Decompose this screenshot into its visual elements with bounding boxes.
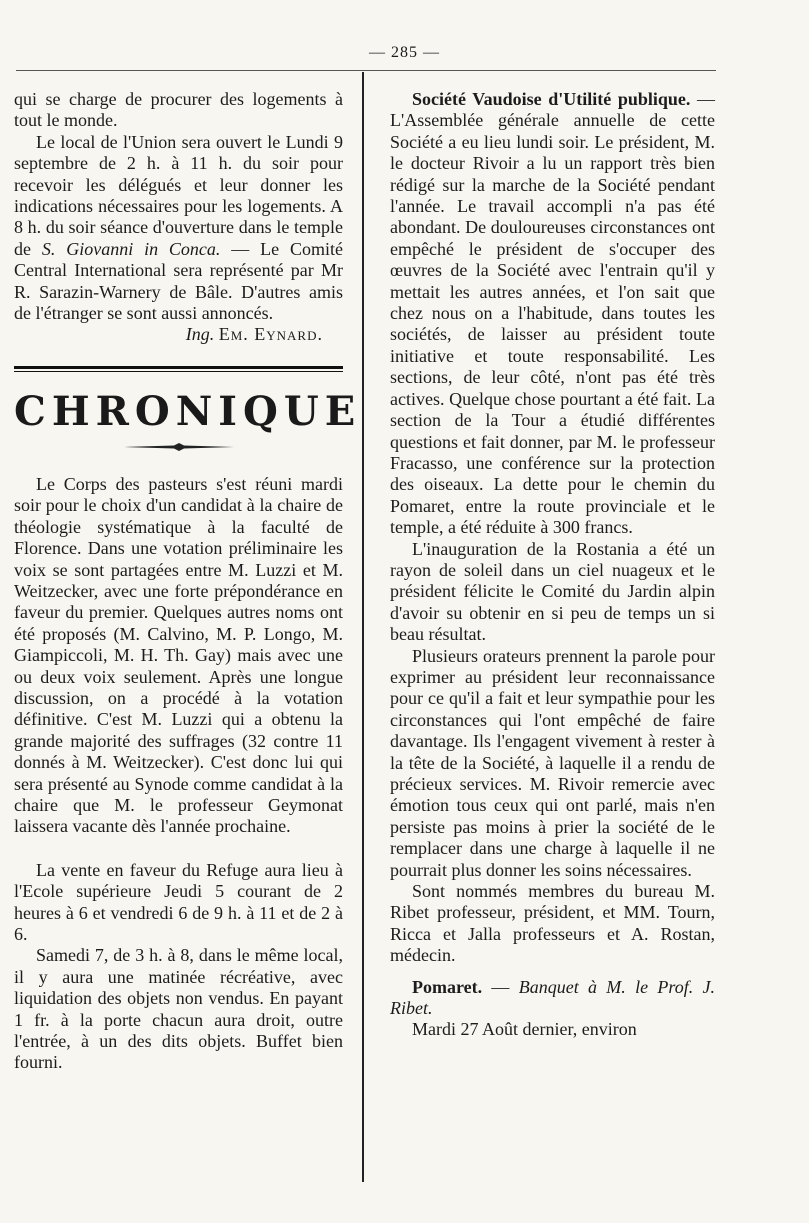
ornament-icon <box>124 442 234 452</box>
top-rule <box>16 70 716 71</box>
page-number: — 285 — <box>369 44 440 61</box>
societe-heading: Société Vaudoise d'Utilité publique. <box>412 89 691 109</box>
right-column <box>390 89 715 1041</box>
paragraph-continuation: qui se charge de procurer des logements à tout le monde. <box>14 89 343 131</box>
paragraph-rostania: L'inauguration de la Rostania a été un rayon de soleil dans un ciel nuageux et le président félicite le Comité du Jardin alpin d'avoir su obtenir en si peu de temps un si beau résultat. <box>390 538 715 645</box>
pomaret-dash: — <box>482 976 519 997</box>
societe-body: — L'Assemblée générale annuelle de cette Société a eu lieu lundi soir. Le président, M. le docteur Rivoir a lu un rapport très bien rédigé sur la marche de la Société pendant l'année. Le travail accompli n'a pas été abondant. De douloureuses circonstances ont empêché le président de s'occuper des œuvres de la Société avec l'entrain qu'il y mettait les autres années, et l'on sait que chez nous on a l'habitude, dans toutes les sociétés, de laisser au président toute initiative et toute responsabilité. Les sections, de leur côté, n'ont pas été très actives. Quelque chose pourtant a été fait. La section de la Tour a étudié différentes questions et fait donner, par M. le professeur Fracasso, une conférence sur la protection des oiseaux. La dette pour le chemin du Pomaret, entre la route provinciale et le temple, a été réduite à 300 francs. <box>390 89 715 538</box>
left-column <box>14 89 362 1074</box>
signature-title: Ing. <box>185 324 215 345</box>
pomaret-subtitle: Banquet à M. le Prof. J. Ribet. <box>390 976 715 1019</box>
signature <box>14 324 343 345</box>
section-rule <box>14 366 343 372</box>
paragraph-pomaret <box>390 977 715 1020</box>
paragraph-bureau: Sont nommés membres du bureau M. Ribet professeur, président, et MM. Tourn, Ricca et Jalla professeurs et A. Rostan, médecin. <box>390 881 715 966</box>
paragraph-mardi: Mardi 27 Août dernier, environ <box>412 1019 637 1040</box>
paragraph-samedi: Samedi 7, de 3 h. à 8, dans le même local, il y aura une matinée récréative, avec liquidation des objets non vendus. En payant 1 fr. à la porte chacun aura droit, outre l'entrée, à un des dits objets. Buffet bien fourni. <box>14 945 343 1073</box>
union-local-end: — Le Comité Central International sera représenté par Mr R. Sarazin-Warnery de Bâle. D'autres amis de l'étranger se sont aussi annoncés. <box>14 238 343 324</box>
paragraph-pasteurs: Le Corps des pasteurs s'est réuni mardi soir pour le choix d'un candidat à la chaire de théologie systématique à la faculté de Florence. Dans une votation préliminaire les voix se sont partagées entre M. Luzzi et M. Weitzecker, avec une forte prépondérance en faveur du premier. Quelques autres noms ont été proposés (M. Calvino, M. P. Longo, M. Giampiccoli, M. H. Th. Gay) mais avec une ou deux voix seulement. Après une longue discussion, on a procédé à la votation définitive. C'est M. Luzzi qui a obtenu la grande majorité des suffrages (32 contre 11 donnés à M. Weitzecker). C'est donc lui qui sera présenté au Synode comme candidat à la chaire que M. le professeur Geymonat laissera vacante dès l'année prochaine. <box>14 473 343 837</box>
signature-name: Em. Eynard. <box>218 324 323 345</box>
union-local-italic: S. Giovanni in Conca. <box>41 238 221 259</box>
paragraph-societe-vaudoise <box>390 89 715 539</box>
paragraph-vente-refuge: La vente en faveur du Refuge aura lieu à l'Ecole supérieure Jeudi 5 courant de 2 heures à 6 et vendredi 6 de 9 h. à 11 et de 2 à 6. <box>14 859 343 944</box>
chronique-heading: CHRONIQUE <box>14 387 362 435</box>
paragraph-union-local <box>14 132 343 325</box>
paragraph-orateurs: Plusieurs orateurs prennent la parole pour exprimer au président leur reconnaissance pour ce qu'il a fait et leur sympathie pour les circonstances qui l'ont empêché de faire davantage. Ils l'engagent vivement à rester à la tête de la Société, à laquelle il a rendu de précieux services. M. Rivoir remercie avec émotion tous ceux qui ont parlé, mais n'en persiste pas moins à prier la société de le remplacer dans une charge à laquelle il ne pourrait plus donner les soins nécessaires. <box>390 645 715 880</box>
pomaret-heading: Pomaret. <box>412 976 483 997</box>
column-divider <box>362 72 364 1182</box>
union-local-text: Le local de l'Union sera ouvert le Lundi 9 septembre de 2 h. à 11 h. du soir pour recevoir les délégués et leur donner les indications nécessaires pour les logements. A 8 h. du soir séance d'ouverture dans le temple de <box>14 131 343 259</box>
